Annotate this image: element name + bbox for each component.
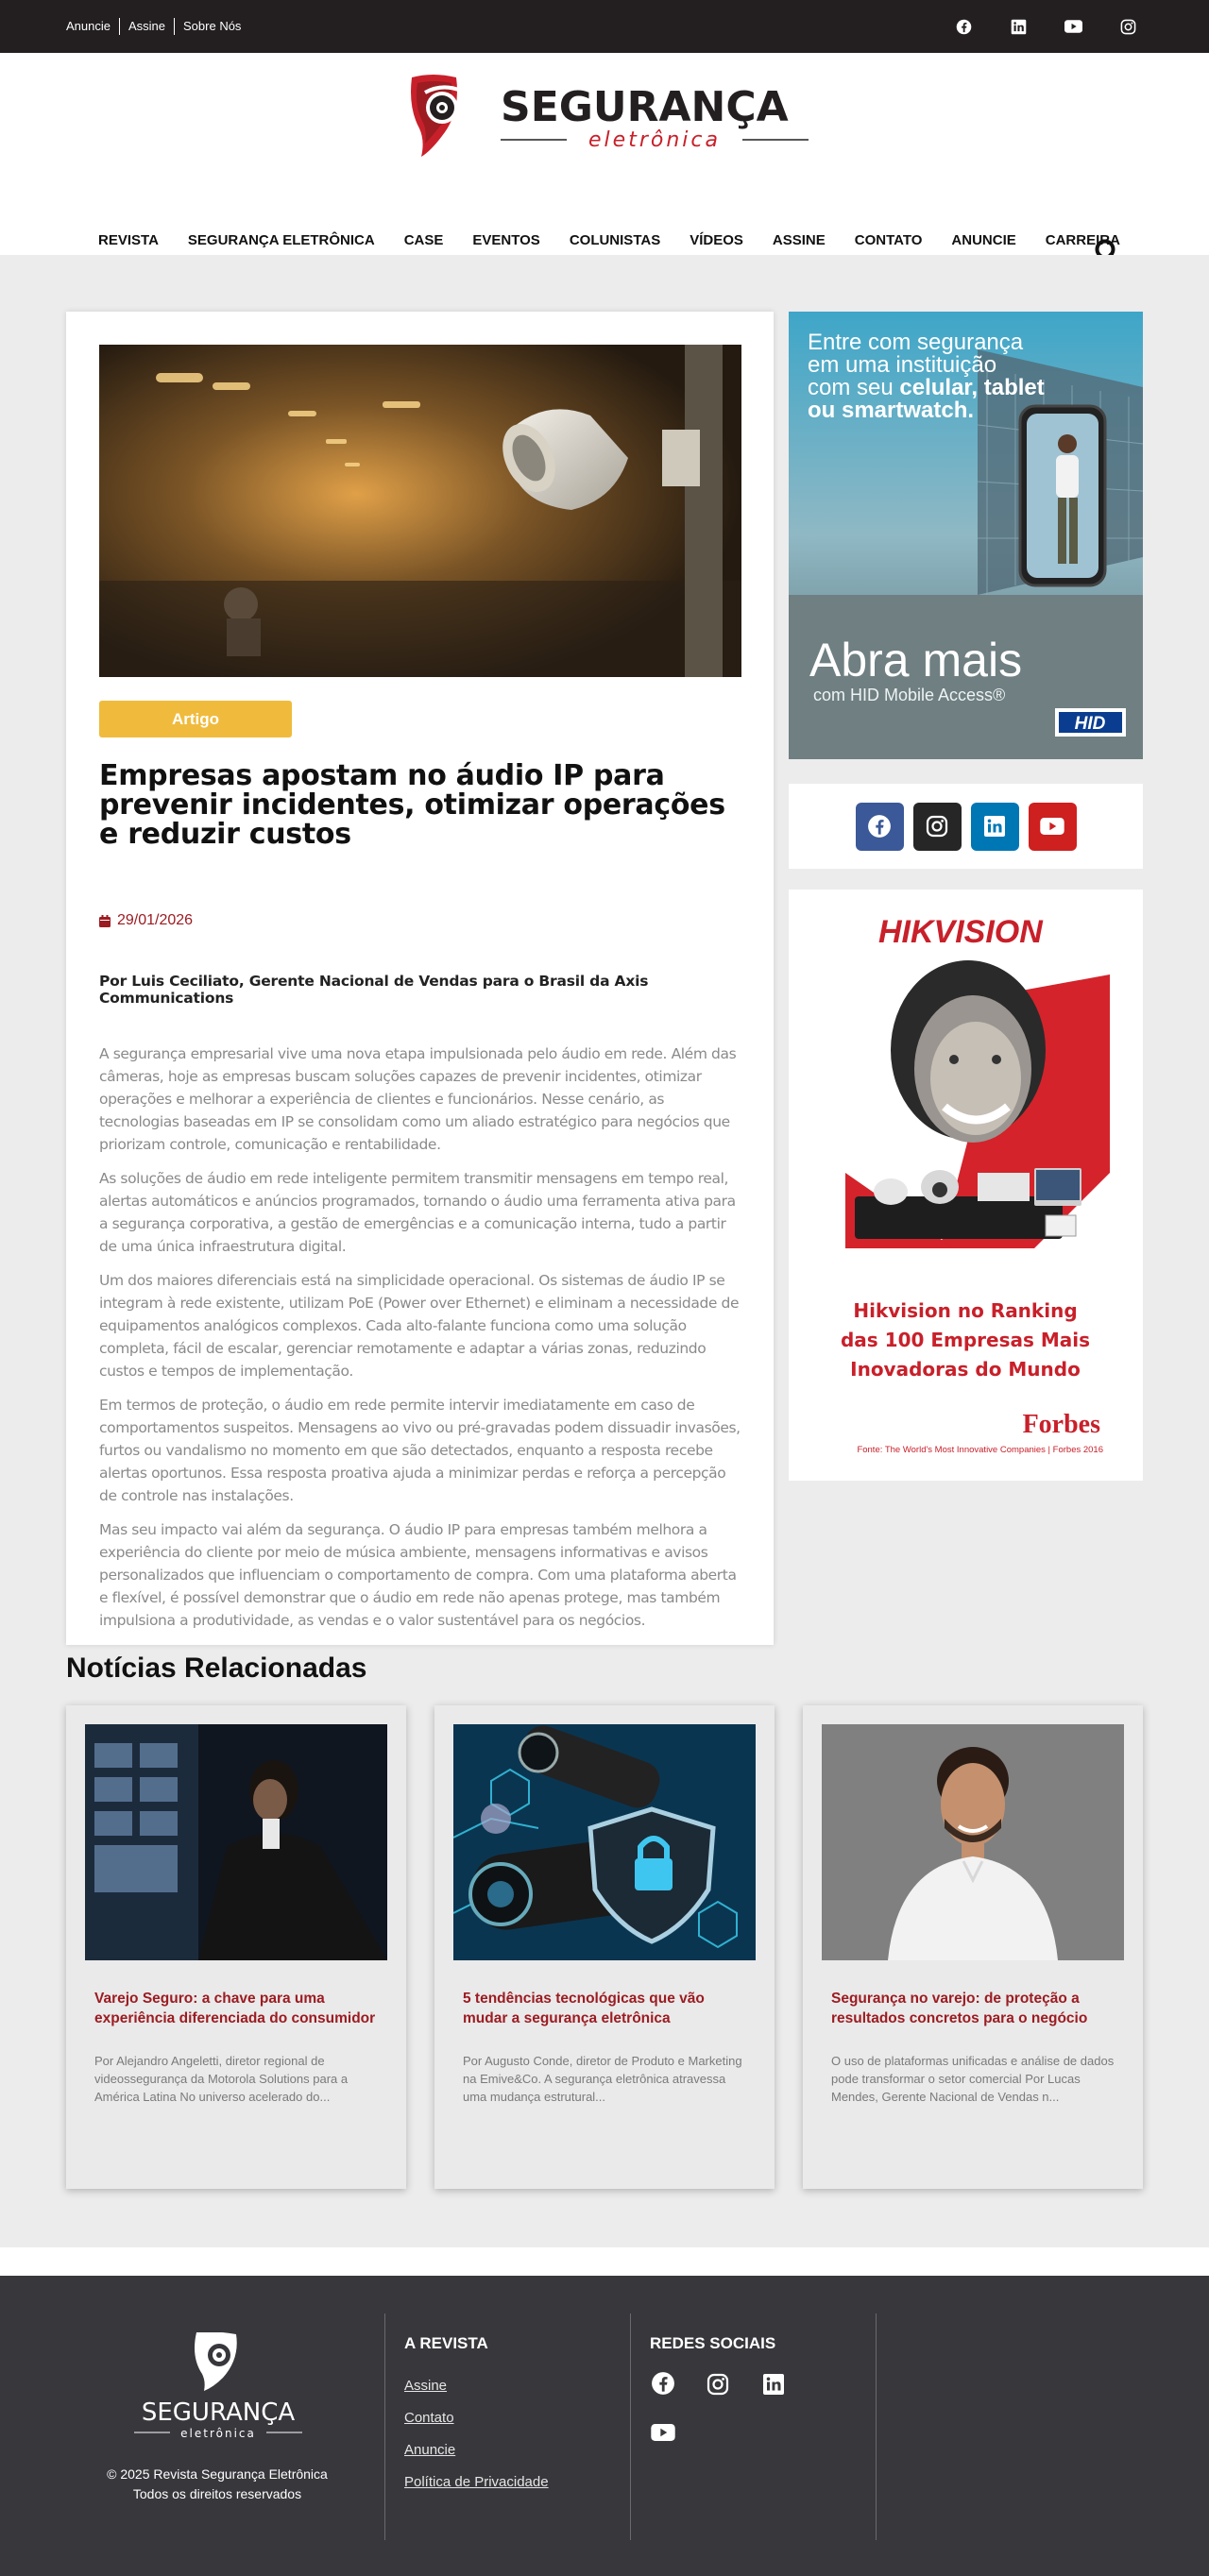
hikvision-ad-headline2: das 100 Empresas Mais — [840, 1329, 1091, 1351]
footer-link-contato[interactable]: Contato — [404, 2410, 454, 2426]
nav-assine[interactable]: ASSINE — [772, 232, 826, 248]
nav-contato[interactable]: CONTATO — [854, 232, 923, 248]
hikvision-ad-headline1: Hikvision no Ranking — [853, 1299, 1078, 1322]
footer-logo-sub: eletrônica — [180, 2427, 256, 2440]
article-hero-image — [99, 345, 741, 677]
hid-ad-line4: ou smartwatch. — [808, 398, 975, 423]
hid-ad-banner[interactable] — [789, 312, 1143, 759]
article-date-text: 29/01/2026 — [117, 912, 194, 928]
hid-ad-sub: com HID Mobile Access® — [813, 686, 1006, 704]
article-paragraph: As soluções de áudio em rede inteligente permitem transmitir mensagens em tempo real, alertas automáticos e anúncios programados, tornando o áudio uma ferramenta ativa para a segurança corporativa, a gestão de emergências e a comunicação interna, tudo a partir de uma única infraestrutura digital. — [99, 1170, 736, 1255]
hid-logo: HID — [1074, 714, 1106, 734]
linkedin-icon[interactable] — [760, 2371, 787, 2398]
youtube-icon[interactable] — [1062, 15, 1084, 38]
nav-seguranca-eletronica[interactable]: SEGURANÇA ELETRÔNICA — [187, 232, 375, 248]
footer-link-assine[interactable]: Assine — [404, 2378, 448, 2394]
youtube-icon[interactable] — [1029, 803, 1077, 851]
footer-logo-word: SEGURANÇA — [141, 2398, 296, 2427]
site-logo[interactable] — [404, 70, 810, 164]
calendar-icon — [99, 915, 111, 927]
related-card[interactable] — [66, 1705, 406, 2189]
hid-ad-line3b: celular, tablet — [899, 375, 1045, 400]
top-bar — [0, 0, 1209, 53]
related-card[interactable] — [434, 1705, 775, 2189]
top-social — [952, 15, 1139, 38]
top-links — [66, 18, 249, 35]
svg-text:com seu celular, tablet — [808, 375, 1045, 400]
forbes-logo: Forbes — [1022, 1410, 1100, 1439]
footer-logo[interactable] — [128, 2332, 308, 2441]
nav-eventos[interactable]: EVENTOS — [472, 232, 540, 248]
related-image[interactable] — [85, 1724, 387, 1960]
hikvision-ad-banner[interactable] — [789, 890, 1143, 1481]
top-link-assine[interactable]: Assine — [119, 18, 174, 35]
related-excerpt: Por Alejandro Angeletti, diretor regional de videossegurança da Motorola Solutions para a América Latina No universo acelerado do... — [94, 2054, 349, 2104]
hid-ad-headline: Abra mais — [809, 634, 1023, 686]
footer-col-title: REDES SOCIAIS — [650, 2334, 776, 2352]
related-heading: Notícias Relacionadas — [66, 1652, 367, 1684]
logo-subtitle: eletrônica — [588, 128, 721, 152]
facebook-icon[interactable] — [856, 803, 904, 851]
article-author: Por Luis Ceciliato, Gerente Nacional de Vendas para o Brasil da Axis Communications — [99, 973, 649, 1007]
site-header — [0, 53, 1209, 255]
related-title[interactable]: Segurança no varejo: de proteção a resultados concretos para o negócio — [831, 1991, 1088, 2026]
related-news — [66, 1705, 1143, 2189]
nav-videos[interactable]: VÍDEOS — [690, 232, 743, 248]
related-image[interactable] — [453, 1724, 756, 1960]
linkedin-icon[interactable] — [1007, 15, 1030, 38]
hid-ad-line1: Entre com segurança — [808, 330, 1024, 355]
article-title: Empresas apostam no áudio IP para prevenir incidentes, otimizar operações e reduzir custos — [99, 759, 725, 851]
copyright-line1: © 2025 Revista Segurança Eletrônica — [107, 2466, 328, 2482]
sidebar-social — [789, 784, 1143, 869]
footer-copyright — [57, 2465, 378, 2504]
hikvision-logo: HIKVISION — [878, 914, 1043, 950]
hikvision-ad-source: Fonte: The World's Most Innovative Companies | Forbes 2016 — [857, 1445, 1103, 1455]
related-excerpt: Por Augusto Conde, diretor de Produto e Marketing na Emive&Co. A segurança eletrônica atravessa uma mudança estrutural... — [463, 2054, 742, 2104]
hid-ad-line3a: com seu — [808, 375, 900, 400]
hikvision-ad-headline3: Inovadoras do Mundo — [850, 1358, 1081, 1381]
related-title[interactable]: 5 tendências tecnológicas que vão mudar a segurança eletrônica — [463, 1991, 705, 2026]
instagram-icon[interactable] — [705, 2371, 731, 2398]
nav-anuncie[interactable]: ANUNCIE — [951, 232, 1016, 248]
related-title[interactable]: Varejo Seguro: a chave para uma experiência diferenciada do consumidor — [94, 1991, 376, 2026]
top-link-sobre-nos[interactable]: Sobre Nós — [174, 18, 249, 35]
copyright-line2: Todos os direitos reservados — [132, 2486, 302, 2501]
logo-wordmark: SEGURANÇA — [501, 83, 789, 131]
youtube-icon[interactable] — [650, 2419, 676, 2446]
instagram-icon[interactable] — [913, 803, 962, 851]
article-date — [99, 912, 193, 929]
article-paragraph: Mas seu impacto vai além da segurança. O áudio IP para empresas também melhora a experiência do cliente por meio de música ambiente, mensagens informativas e avisos personalizados que influenciam o comportamento de compra. Com uma plataforma aberta e flexível, é possível demonstrar que o áudio em rede não apenas protege, mas também impulsiona a produtividade, as vendas e o valor sustentável para os negócios. — [99, 1521, 737, 1629]
linkedin-icon[interactable] — [971, 803, 1019, 851]
category-badge[interactable]: Artigo — [99, 701, 292, 737]
article-card — [66, 312, 774, 1645]
article-body — [99, 1042, 747, 1643]
related-image[interactable] — [822, 1724, 1124, 1960]
related-card[interactable] — [803, 1705, 1143, 2189]
facebook-icon[interactable] — [952, 15, 975, 38]
main-nav — [98, 232, 1120, 248]
footer-col-social — [630, 2313, 877, 2540]
footer-link-privacidade[interactable]: Política de Privacidade — [404, 2474, 549, 2490]
nav-colunistas[interactable]: COLUNISTAS — [569, 232, 661, 248]
site-footer — [0, 2276, 1209, 2576]
article-paragraph: Em termos de proteção, o áudio em rede permite intervir imediatamente em caso de comportamentos suspeitos. Mensagens ao vivo ou pré-gravadas podem dissuadir invasões, furtos ou vandalismo no momento em que são detectados, enquanto a resposta recebe alertas oportunos. Essa resposta proativa ajuda a minimizar perdas e reforça a percepção de controle nas instalações. — [99, 1397, 741, 1504]
top-link-anuncie[interactable]: Anuncie — [66, 19, 111, 33]
article-paragraph: A segurança empresarial vive uma nova etapa impulsionada pelo áudio em rede. Além das câmeras, hoje as empresas buscam soluções capazes de prevenir incidentes, otimizar operações e melhorar a experiência de clientes e funcionários. Nesse cenário, as tecnologias baseadas em IP se consolidam como um aliado estratégico para negócios que priorizam controle, comunicação e rentabilidade. — [99, 1045, 737, 1153]
footer-col-revista — [384, 2313, 630, 2540]
hid-ad-line2: em uma instituição — [808, 352, 997, 378]
facebook-icon[interactable] — [650, 2370, 676, 2397]
footer-link-anuncie[interactable]: Anuncie — [404, 2442, 456, 2458]
related-excerpt: O uso de plataformas unificadas e análise de dados pode transformar o setor comercial Por Lucas Mendes, Gerente Nacional de Vendas n... — [831, 2054, 1115, 2104]
nav-carreira[interactable]: CARREIRA — [1045, 232, 1120, 248]
instagram-icon[interactable] — [1116, 15, 1139, 38]
nav-case[interactable]: CASE — [403, 232, 444, 248]
main-content — [0, 255, 1209, 2247]
article-paragraph: Um dos maiores diferenciais está na simplicidade operacional. Os sistemas de áudio IP se integram à rede existente, utilizam PoE (Power over Ethernet) e eliminam a necessidade de equipamentos analógicos complexos. Cada alto-falante funciona como uma solução completa, fácil de escalar, gerenciar remotamente e adaptar a várias zonas, reduzindo custos e tempos de implementação. — [99, 1272, 740, 1380]
nav-revista[interactable]: REVISTA — [98, 232, 159, 248]
footer-col-title: A REVISTA — [404, 2334, 488, 2352]
